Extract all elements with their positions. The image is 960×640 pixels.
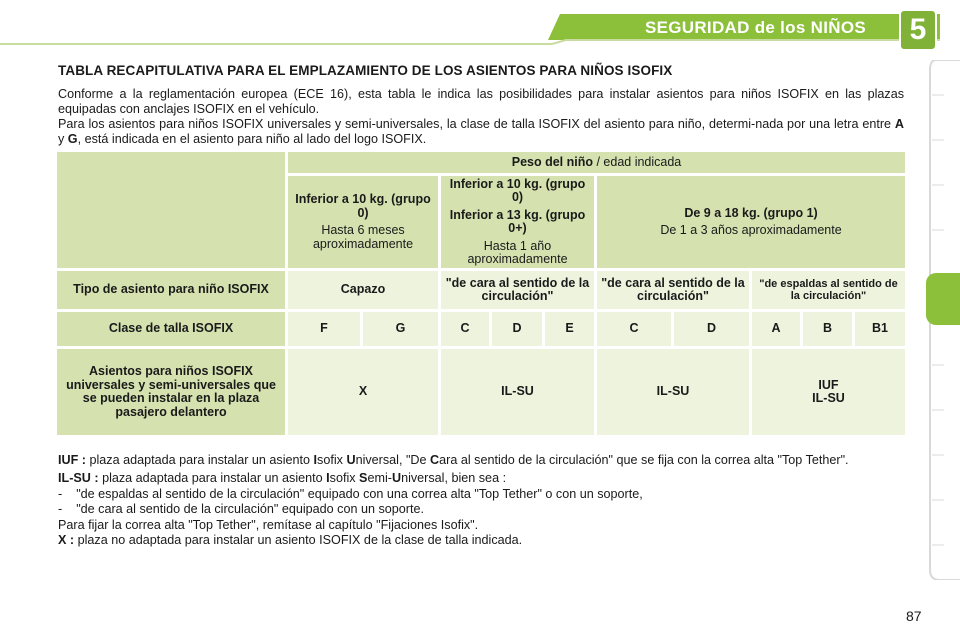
seat-type-label: Tipo de asiento para niño ISOFIX [57,271,285,309]
size-class-cell: G [363,312,438,346]
size-class-cell: A [752,312,800,346]
group-0plus-header: Inferior a 10 kg. (grupo 0) Inferior a 13 kg. (grupo 0+) Hasta 1 año aproximadamente [441,176,594,268]
note-ilsu-option-2: - "de cara al sentido de la circulación" equipado con un soporte. [58,502,424,517]
front-seat-value-group1-forward: IL-SU [597,349,749,435]
table-corner-cell [57,152,285,268]
group-0-header: Inferior a 10 kg. (grupo 0) Hasta 6 meses aproximadamente [288,176,438,268]
isofix-table [57,152,905,438]
size-class-cell: F [288,312,360,346]
section-title: TABLA RECAPITULATIVA PARA EL EMPLAZAMIENTO DE LOS ASIENTOS PARA NIÑOS ISOFIX [58,63,673,78]
seat-type-forward-group0: "de cara al sentido de la circulación" [441,271,594,309]
seat-type-forward-group1: "de cara al sentido de la circulación" [597,271,749,309]
chapter-title: SEGURIDAD de los NIÑOS [644,18,866,37]
size-class-cell: E [545,312,594,346]
page-number: 87 [906,608,922,624]
note-x: X : plaza no adaptada para instalar un asiento ISOFIX de la clase de talla indicada. [58,533,523,548]
chapter-number: 5 [909,13,927,46]
note-iuf: IUF : plaza adaptada para instalar un asiento Isofix Universal, "De Cara al sentido de la circulación" que se fija con la correa alta "Top Tether". [58,453,849,467]
front-seat-value-group0: IL-SU [441,349,594,435]
legend-notes [58,453,904,548]
size-class-cell: D [492,312,542,346]
size-class-cell: B [803,312,852,346]
front-seat-value-group1-rearward: IUF IL-SU [752,349,905,435]
seat-type-rearward-group1: "de espaldas al sentido de la circulación" [752,271,905,309]
intro-paragraph-2: Para los asientos para niños ISOFIX universales y semi-universales, la clase de talla ISOFIX del asiento para niño, determi-nada por una letra entre A y G, está indicada en el asiento para niño al lado del logo ISOFIX. [58,117,904,146]
size-class-cell: C [441,312,489,346]
note-ilsu-option-1: - "de espaldas al sentido de la circulación" equipado con una correa alta "Top Tether" o con un soporte, [58,486,643,501]
group-1-header: De 9 a 18 kg. (grupo 1) De 1 a 3 años aproximadamente [597,176,905,268]
size-class-cell: D [674,312,749,346]
size-class-cell: B1 [855,312,905,346]
note-top-tether: Para fijar la correa alta "Top Tether", remítase al capítulo "Fijaciones Isofix". [58,517,479,532]
seat-type-capazo: Capazo [288,271,438,309]
weight-header: Peso del niño / edad indicada [288,152,905,173]
size-class-cell: C [597,312,671,346]
intro-paragraph-1: Conforme a la reglamentación europea (ECE 16), esta tabla le indica las posibilidades para instalar asientos para niños ISOFIX en las plazas equipadas con anclajes ISOFIX en el vehículo. [58,87,904,116]
size-class-label: Clase de talla ISOFIX [57,312,285,346]
front-passenger-seats-label: Asientos para niños ISOFIX universales y semi-universales que se pueden instalar en la plaza pasajero delantero [57,349,285,435]
tab-chapter-5[interactable] [926,273,960,325]
front-seat-value-capazo: X [288,349,438,435]
note-ilsu: IL-SU : plaza adaptada para instalar un asiento Isofix Semi-Universal, bien sea : [58,471,507,486]
